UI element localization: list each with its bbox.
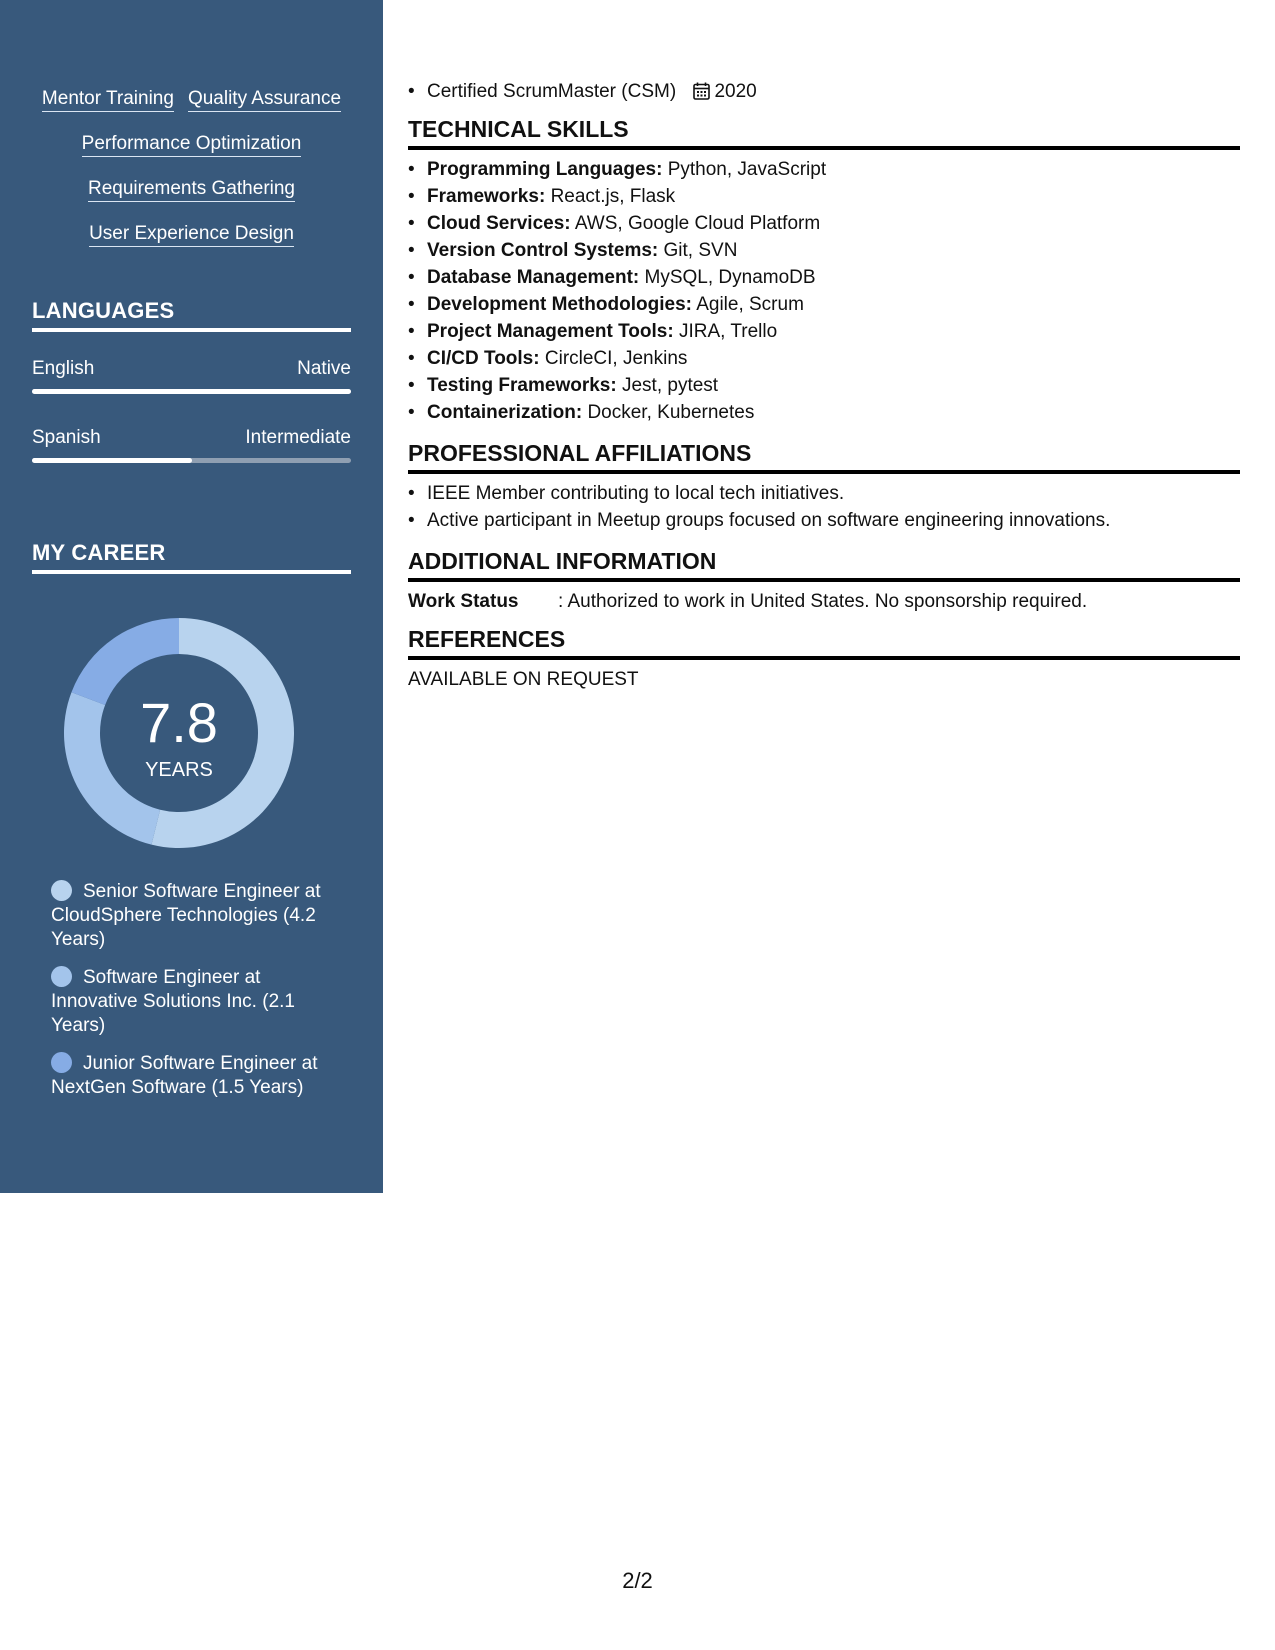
work-status-value: : Authorized to work in United States. No sponsorship required.: [558, 591, 1088, 612]
skills-tags: [0, 86, 383, 266]
skill-value: AWS, Google Cloud Platform: [574, 213, 821, 234]
career-entry: [51, 1052, 331, 1100]
language-bar-fill: [32, 458, 192, 463]
career-entry-text: Junior Software Engineer at NextGen Software (1.5 Years): [51, 1053, 318, 1098]
skill-tag-mentor-training[interactable]: Mentor Training: [42, 87, 174, 112]
work-status-row: [408, 588, 1240, 616]
language-row-spanish: [32, 427, 351, 449]
skill-tag-user-experience-design[interactable]: User Experience Design: [89, 222, 294, 247]
career-total-years: 7.8: [140, 691, 218, 754]
calendar-icon: [693, 82, 710, 100]
skill-value: MySQL, DynamoDB: [644, 267, 816, 288]
skill-label: CI/CD Tools:: [427, 348, 540, 369]
skill-label: Development Methodologies:: [427, 294, 692, 315]
certification-name: Certified ScrumMaster (CSM): [427, 81, 677, 102]
skill-label: Cloud Services:: [427, 213, 571, 234]
skill-label: Testing Frameworks:: [427, 375, 617, 396]
skill-value: Git, SVN: [663, 240, 738, 261]
list-item: [408, 318, 1240, 345]
references-title: REFERENCES: [408, 626, 1240, 660]
career-entry: [51, 966, 331, 1038]
languages-title: LANGUAGES: [32, 298, 351, 332]
skill-tag-requirements-gathering[interactable]: Requirements Gathering: [88, 177, 295, 202]
skill-label: Version Control Systems:: [427, 240, 659, 261]
language-name: English: [32, 358, 95, 379]
references-text: AVAILABLE ON REQUEST: [408, 669, 639, 690]
list-item: [408, 264, 1240, 291]
skill-value: Jest, pytest: [621, 375, 719, 396]
page-number: 2/2: [622, 1568, 653, 1593]
skill-label: Programming Languages:: [427, 159, 663, 180]
career-legend: [51, 880, 331, 1114]
skill-value: JIRA, Trello: [678, 321, 778, 342]
skill-row: [0, 176, 383, 221]
language-bar-english: [32, 389, 351, 394]
skill-value: CircleCI, Jenkins: [544, 348, 688, 369]
technical-skills-list: [408, 156, 1240, 426]
career-donut: [64, 618, 294, 848]
skill-row: [0, 131, 383, 176]
skill-label: Database Management:: [427, 267, 640, 288]
list-item: [408, 345, 1240, 372]
list-item: [408, 183, 1240, 210]
career-entry-text: Senior Software Engineer at CloudSphere Technologies (4.2 Years): [51, 881, 321, 950]
skill-row: [0, 86, 383, 131]
legend-dot: [51, 880, 72, 901]
language-level: Native: [297, 358, 351, 379]
skill-value: Agile, Scrum: [696, 294, 804, 315]
affiliations-title: PROFESSIONAL AFFILIATIONS: [408, 440, 1240, 474]
career-entry-text: Software Engineer at Innovative Solutions Inc. (2.1 Years): [51, 967, 295, 1036]
certification-item: [408, 76, 1240, 112]
list-item: [408, 372, 1240, 399]
list-item: [408, 237, 1240, 264]
list-item: [408, 399, 1240, 426]
legend-dot: [51, 966, 72, 987]
career-total-unit: YEARS: [145, 759, 213, 781]
certification-year: 2020: [714, 81, 757, 102]
language-name: Spanish: [32, 427, 101, 448]
additional-info-title: ADDITIONAL INFORMATION: [408, 548, 1240, 582]
skill-label: Frameworks:: [427, 186, 546, 207]
skill-value: Python, JavaScript: [667, 159, 827, 180]
work-status-label: Work Status: [408, 591, 519, 612]
technical-skills-title: TECHNICAL SKILLS: [408, 116, 1240, 150]
skill-tag-quality-assurance[interactable]: Quality Assurance: [188, 87, 341, 112]
list-item: [408, 156, 1240, 183]
list-item: [408, 291, 1240, 318]
main-content: [408, 76, 1240, 694]
skill-label: Project Management Tools:: [427, 321, 674, 342]
legend-dot: [51, 1052, 72, 1073]
skill-row: [0, 221, 383, 266]
career-entry: [51, 880, 331, 952]
skill-value: Docker, Kubernetes: [587, 402, 755, 423]
career-title: MY CAREER: [32, 540, 351, 574]
language-row-english: [32, 358, 351, 380]
language-bar-spanish: [32, 458, 351, 463]
list-item: [408, 210, 1240, 237]
skill-tag-performance-optimization[interactable]: Performance Optimization: [82, 132, 302, 157]
sidebar: [0, 0, 383, 1193]
language-level: Intermediate: [245, 427, 351, 448]
list-item: • IEEE Member contributing to local tech initiatives.: [408, 480, 1240, 507]
language-bar-fill: [32, 389, 351, 394]
skill-value: React.js, Flask: [550, 186, 676, 207]
list-item: • Active participant in Meetup groups focused on software engineering innovations.: [408, 507, 1240, 534]
affiliations-list: [408, 480, 1240, 534]
skill-label: Containerization:: [427, 402, 583, 423]
